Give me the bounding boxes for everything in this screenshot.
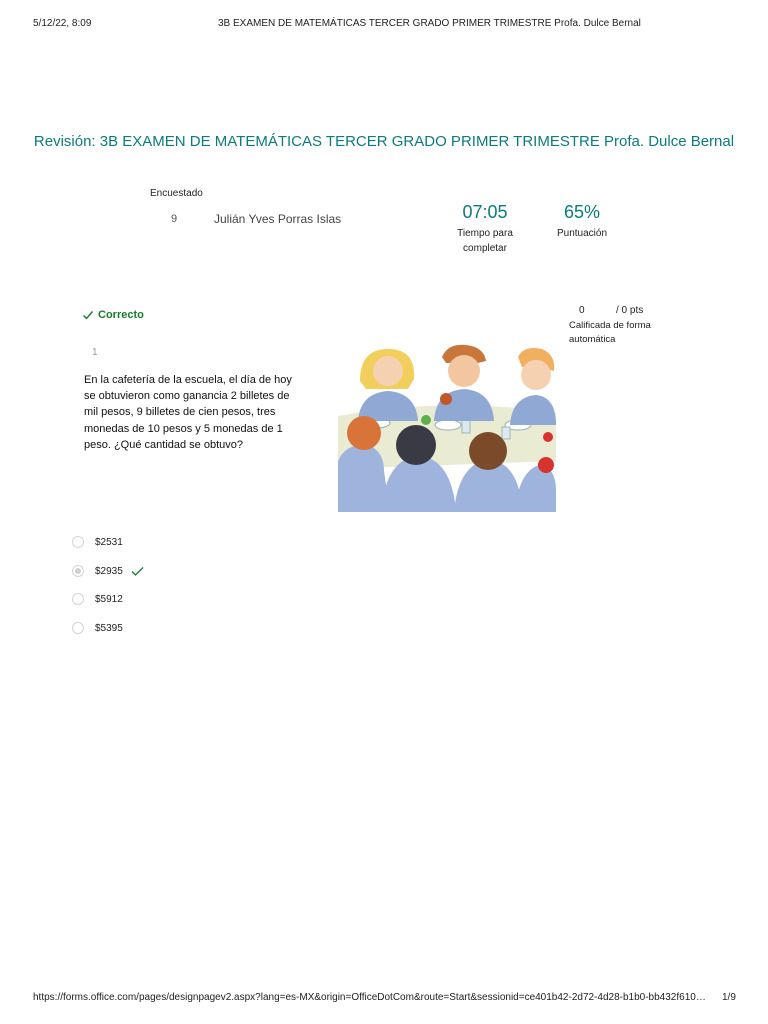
respondent-label: Encuestado	[150, 188, 203, 199]
review-title: Revisión: 3B EXAMEN DE MATEMÁTICAS TERCER GRADO PRIMER TRIMESTRE Profa. Dulce Bernal	[33, 133, 735, 150]
radio-button-selected[interactable]	[72, 565, 84, 577]
points-obtained: 0	[579, 305, 585, 316]
correct-label: Correcto	[98, 309, 144, 321]
option-label: $2531	[95, 536, 123, 548]
time-value: 07:05	[462, 202, 508, 222]
respondent-name: Julián Yves Porras Islas	[214, 212, 342, 226]
print-page-number: 1/9	[722, 992, 736, 1003]
points-total: / 0 pts	[616, 305, 644, 316]
respondent-number: 9	[171, 213, 178, 225]
print-date: 5/12/22, 8:09	[33, 18, 92, 29]
question-text: En la cafetería de la escuela, el día de hoy se obtuvieron como ganancia 2 billetes de mil pesos, 9 billetes de cien pesos, tres monedas de 10 pesos y 5 monedas de 1 peso. ¿Qué cantidad se obtuvo?	[84, 374, 292, 451]
option-4[interactable]	[72, 622, 123, 634]
option-label: $2935	[95, 565, 123, 577]
score-label: Puntuación	[556, 228, 608, 239]
option-label: $5395	[95, 622, 123, 634]
option-2[interactable]	[72, 565, 144, 577]
correct-status	[82, 309, 144, 321]
question-number: 1	[92, 347, 98, 358]
print-url: https://forms.office.com/pages/designpagev2.aspx?lang=es-MX&origin=OfficeDotCom&route=Start&sessionid=ce401b42-2d72-4d28-b1b0-bb432f610…	[33, 992, 706, 1003]
children-eating-illustration	[338, 341, 556, 512]
correct-check-icon	[131, 566, 144, 577]
option-1[interactable]	[72, 536, 123, 548]
radio-button[interactable]	[72, 622, 84, 634]
radio-button[interactable]	[72, 536, 84, 548]
radio-button[interactable]	[72, 593, 84, 605]
option-3[interactable]	[72, 593, 123, 605]
grading-note: Calificada de forma automática	[569, 320, 651, 345]
time-label: Tiempo para completar	[457, 228, 513, 254]
check-icon	[82, 309, 94, 321]
score-value: 65%	[563, 202, 601, 222]
print-title: 3B EXAMEN DE MATEMÁTICAS TERCER GRADO PRIMER TRIMESTRE Profa. Dulce Bernal	[218, 18, 641, 29]
option-label: $5912	[95, 593, 123, 605]
